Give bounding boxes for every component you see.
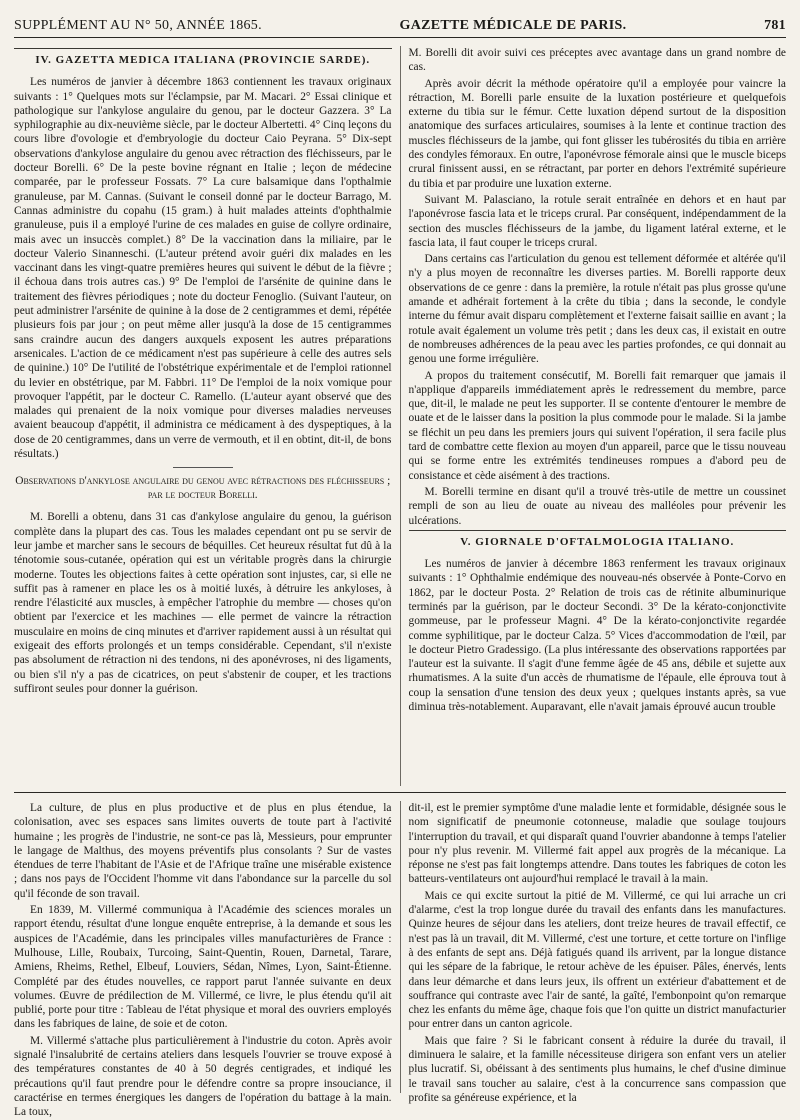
header-issue: SUPPLÉMENT AU N° 50, ANNÉE 1865. (14, 18, 262, 33)
bottom-columns (14, 801, 786, 1119)
paragraph: M. Villermé s'attache plus particulièrement à l'industrie du coton. Après avoir signalé l'insalubrité de certains ateliers dans lesquels l'ouvrier se trouve exposé à des températures constantes de 40 à 50 degrés centigrades, et indiqué les précautions qu'il faut prendre pour le défendre contre sa propre insouciance, il caractérise en termes énergiques les dangers de l'opération du battage à la main. La toux, (14, 1034, 392, 1119)
bottom-column-right (408, 801, 787, 1104)
top-column-left (14, 46, 392, 786)
bottom-column-left (14, 801, 392, 1119)
paragraph: Les numéros de janvier à décembre 1863 contiennent les travaux originaux suivants : 1° Quelques mots sur l'éclampsie, par M. Macari. 2° Essai clinique et pathologique sur l'ankylose angulaire du genou, par le docteur Gazzera. 3° La syphilographie au dix-neuvième siècle, par le docteur Albertetti. 4° Cinq leçons du cours libre d'ovologie et d'embryologie du docteur Caio Peyrana. 5° Dix-sept observations d'ankylose angulaire du genou avec rétraction des fléchisseurs, par le docteur Borelli. 6° De la peste bovine régnant en Italie ; leçon de médecine comparée, par le professeur Fossats. 7° La cure balsamique dans l'opthalmie granuleuse, par M. Cannas. (Suivant le conseil donné par le docteur Barrago, M. Cannas administre du copahu (15 gram.) à huit malades atteints d'ophthalmie granuleuse, puis il a employé l'urine de ces malades en guise de collyre ordinaire, mais avec un insuccès complet.) 8° De la vaccination dans la miliaire, par le docteur Valerio Sinanneschi. (L'auteur prétend avoir guéri dix malades en les vaccinant dans les vingt-quatre premières heures qui suivent le début de la fièvre ; il échoua dans trois autres cas.) 9° De l'emploi de l'arsénite de quinine dans le traitement des fièvres périodiques ; note du docteur Fenoglio. (Suivant l'auteur, on peut administrer l'arsénite de quinine à la dose de 2 centigrammes et demi, répétée plusieurs fois par jour ; on peut même aller jusqu'à la dose de 15 centigrammes sans craindre aucun des dangers auxquels exposent les autres préparations arsenicales. L'action de ce médicament n'est pas supérieure à celle des autres sels de quinine.) 10° De l'utilité de l'obstétrique expérimentale et de l'emploi rationnel du levier en obstétrique, par M. Fabbri. 11° De l'emploi de la noix vomique pour provoquer l'appétit, par le docteur C. Ramello. (L'auteur ayant observé que des malades qui prenaient de la noix vomique pour diverses maladies nerveuses avaient beaucoup d'appétit, il administra ce médicament à des dyspeptiques, à la dose de 20 centigrammes, dans un verre de vermouth, et il en obtint, dit-il, de bons résultats.) (14, 76, 392, 461)
header-journal-title: GAZETTE MÉDICALE DE PARIS. (399, 18, 627, 33)
paragraph: En 1839, M. Villermé communiqua à l'Académie des sciences morales un rapport étendu, résultat d'une longue enquête entreprise, à la demande et sous les auspices de l'Académie, dans les principales villes manufacturières de France : Mulhouse, Lille, Roubaix, Turcoing, Saint-Quentin, Rouen, Darnetal, Tarare, Amiens, Rheims, Rethel, Elbeuf, Louviers, Sédan, Nîmes, Lyon, Saint-Étienne. Complété par des études nouvelles, ce rapport parut l'année suivante en deux volumes. Œuvre de prédilection de M. Villermé, ce livre, le plus étendu qu'il ait publié, porte pour titre : Tableau de l'état physique et moral des ouvriers employés dans les fabriques de laine, de soie et de coton. (14, 904, 392, 1031)
paragraph: M. Borelli termine en disant qu'il a trouvé très-utile de mettre un coussinet rempli de son au lieu de ouate au niveau des malléoles pour prévenir les ulcérations. (408, 485, 786, 527)
paragraph: A propos du traitement consécutif, M. Borelli fait remarquer que jamais il n'applique d'appareils immédiatement après le redressement du membre, parce que, dit-il, le malade ne peut les supporter. Il se contente d'entourer le membre de ouate et de le laisser dans la position la plus commode pour le malade. Si la jambe se fléchit un peu dans les premiers jours qui suivent l'opération, il sera facile plus tard de combattre cette flexion au moyen d'un appareil, parce que le tissu nouveau qui se forme entre les extrémités tendineuses rompues a d'abord peu de consistance et cède aisément à des tractions. (408, 369, 786, 482)
page-header (14, 14, 786, 38)
paragraph: Mais que faire ? Si le fabricant consent à réduire la durée du travail, il diminuera le salaire, et la famille nécessiteuse dirigera son enfant vers un atelier plus lucratif. Si, obéissant à des sentiments plus humains, le chef d'usine diminue le travail sans toucher au salaire, c'est à la concurrence sans compassion que profite sa généreuse expérience, et la (408, 1034, 786, 1104)
section-title-gazetta: IV. GAZETTA MEDICA ITALIANA (PROVINCIE SARDE). (14, 48, 392, 67)
paragraph: La culture, de plus en plus productive et de plus en plus étendue, la colonisation, avec ses espaces sans limites ouverts de toute part à l'activité humaine ; les progrès de l'industrie, ne sont-ce pas là, Messieurs, pour emprunter le langage de Malthus, des moyens préventifs plus consolants ? Sur de vastes étendues de terre l'habitant de l'Asie et de l'Afrique traîne une misérable existence ; dans nos pays de l'Occident l'homme vit dans l'abondance sur la parcelle du sol qu'il féconde de son travail. (14, 802, 392, 900)
column-rule (400, 46, 401, 786)
column-rule (400, 801, 401, 1093)
paragraph: Dans certains cas l'articulation du genou est tellement déformée et altérée qu'il n'y a plus moyen de reconnaître les diverses parties. M. Borelli rapporte deux observations de ce genre : dans la première, la rotule n'était pas plus grosse qu'une amande et adhérait fortement à la crête du tibia ; dans la seconde, le condyle interne du fémur avait disparu complètement et l'externe faisait saillie en avant ; la rotule avait également un volume très petit ; dans les deux cas, il existait en outre de nombreuses adhérences de la peau avec les parties profondes, ce qui donnait au genou une forme irrégulière. (408, 253, 786, 366)
paragraph: dit-il, est le premier symptôme d'une maladie lente et formidable, désignée sous le nom significatif de pneumonie cotonneuse, maladie que soulage toujours l'interruption du travail, et qui disparaît quand l'ouvrier abandonne à temps l'atelier pour n'y plus revenir. M. Villermé fait appel aux progrès de la mécanique. La réponse ne s'est pas fait longtemps attendre. Dans toutes les fabriques de coton les batteurs-ventilateurs ont aujourd'hui remplacé le travail à la main. (408, 802, 786, 886)
paragraph: Mais ce qui excite surtout la pitié de M. Villermé, ce qui lui arrache un cri d'alarme, c'est la trop longue durée du travail des enfants dans les manufactures. Quinze heures de séjour dans les ateliers, dont treize heures de travail effectif, ce n'est pas là un travail, dit M. Villermé, c'est une torture, et cette torture on l'inflige à des enfants de sept ans. Déjà fatigués quand ils arrivent, par la longue distance qui les sépare de la fabrique, le retour achève de les épuiser. Pâles, énervés, lents dans leur démarche et dans leurs jeux, ils offrent un extérieur d'abattement et de souffrance qui contraste avec l'air de santé, la gaîté, l'embonpoint qu'on remarque chez les enfants du même âge, chaque fois que l'on quitte un district manufacturier pour entrer dans un canton agricole. (408, 889, 786, 1031)
horizontal-rule (14, 792, 786, 793)
paragraph: Suivant M. Palasciano, la rotule serait entraînée en dehors et en haut par l'aponévrose fascia lata et le triceps crural. Par conséquent, indépendamment de la section des muscles fléchisseurs de la jambe, du ligament latéral externe, et le fascia lata, il faut couper le triceps crural. (408, 193, 786, 249)
paragraph: M. Borelli a obtenu, dans 31 cas d'ankylose angulaire du genou, la guérison complète dans la plupart des cas. Tous les malades cependant ont pu se servir de leur jambe et marcher sans le secours de béquilles. Cet heureux résultat fut dû à la ténotomie sous-cutanée, opération qui est un véritable progrès dans la chirurgie moderne. Toutes les objections faites à cette opération sont injustes, car, si elle ne suffit pas à ramener en place les os à moitié luxés, à détruire les ankyloses, à rendre l'élasticité aux muscles, à empêcher l'atrophie du membre — choses qu'on obtient par l'exercice et les machines — elle permet de vaincre la rétraction musculaire en moins de cinq minutes et d'arriver rapidement aussi à un résultat qui exigeait des efforts prolongés et un temps considérable. Cependant, s'il n'existe pas absolument de rétraction ni des tendons, ni des aponévroses, ni des ligaments, ou bien s'il n'y a pas de cicatrices, on peut s'abstenir de couper, et les tractions suffiront seules pour donner la guérison. (14, 511, 392, 695)
paragraph: Les numéros de janvier à décembre 1863 renferment les travaux originaux suivants : 1° Ophthalmie endémique des nouveau-nés observée à Ponte-Corvo en 1862, par le docteur Posta. 2° Relation de trois cas de rétinite albuminurique terminés par la guérison, par le docteur Secondi. 3° De la kérato-conjonctivite gommeuse, par le professeur Magni. 4° De la kérato-conjonctivite regardée comme syphilitique, par le docteur Calza. 5° Vices d'accommodation de l'œil, par le docteur Pietro Gradessigo. (La plus intéressante des observations rapportées par l'auteur est la suivante. Il s'agit d'une femme âgée de 45 ans, débile et sujette aux rhumatismes. A la suite d'un accès de rhumatisme de l'épaule, elle éprouva tout à coup la sensation d'une tension des deux yeux ; quelques instants après, sa vue diminua très-notablement. Auparavant, elle n'avait jamais éprouvé aucun trouble (408, 558, 786, 714)
divider (173, 467, 233, 468)
top-columns (14, 46, 786, 786)
observations-title: Observations d'ankylose angulaire du genou avec rétractions des fléchisseurs ; par le docteur Borelli. (15, 475, 391, 502)
paragraph: Après avoir décrit la méthode opératoire qu'il a employée pour vaincre la rétraction, M. Borelli parle ensuite de la luxation postérieure et quelquefois externe du tibia sur le fémur. Cette luxation dépend surtout de la disposition anatomique des surfaces articulaires, soumises à la lente et continue traction des muscles fléchisseurs de la jambe, qui font glisser les tubérosités du tibia en arrière des condyles fémoraux. En outre, l'aponévrose fémorale ainsi que le muscle biceps crural finissent aussi, en se rétractant, par porter en dehors l'extrémité supérieure du tibia et par produire une luxation externe. (408, 77, 786, 190)
page-number: 781 (764, 18, 786, 33)
top-column-right (409, 46, 787, 786)
paragraph: M. Borelli dit avoir suivi ces préceptes avec avantage dans un grand nombre de cas. (408, 47, 786, 74)
section-title-giornale: V. GIORNALE D'OFTALMOLOGIA ITALIANO. (409, 530, 787, 549)
